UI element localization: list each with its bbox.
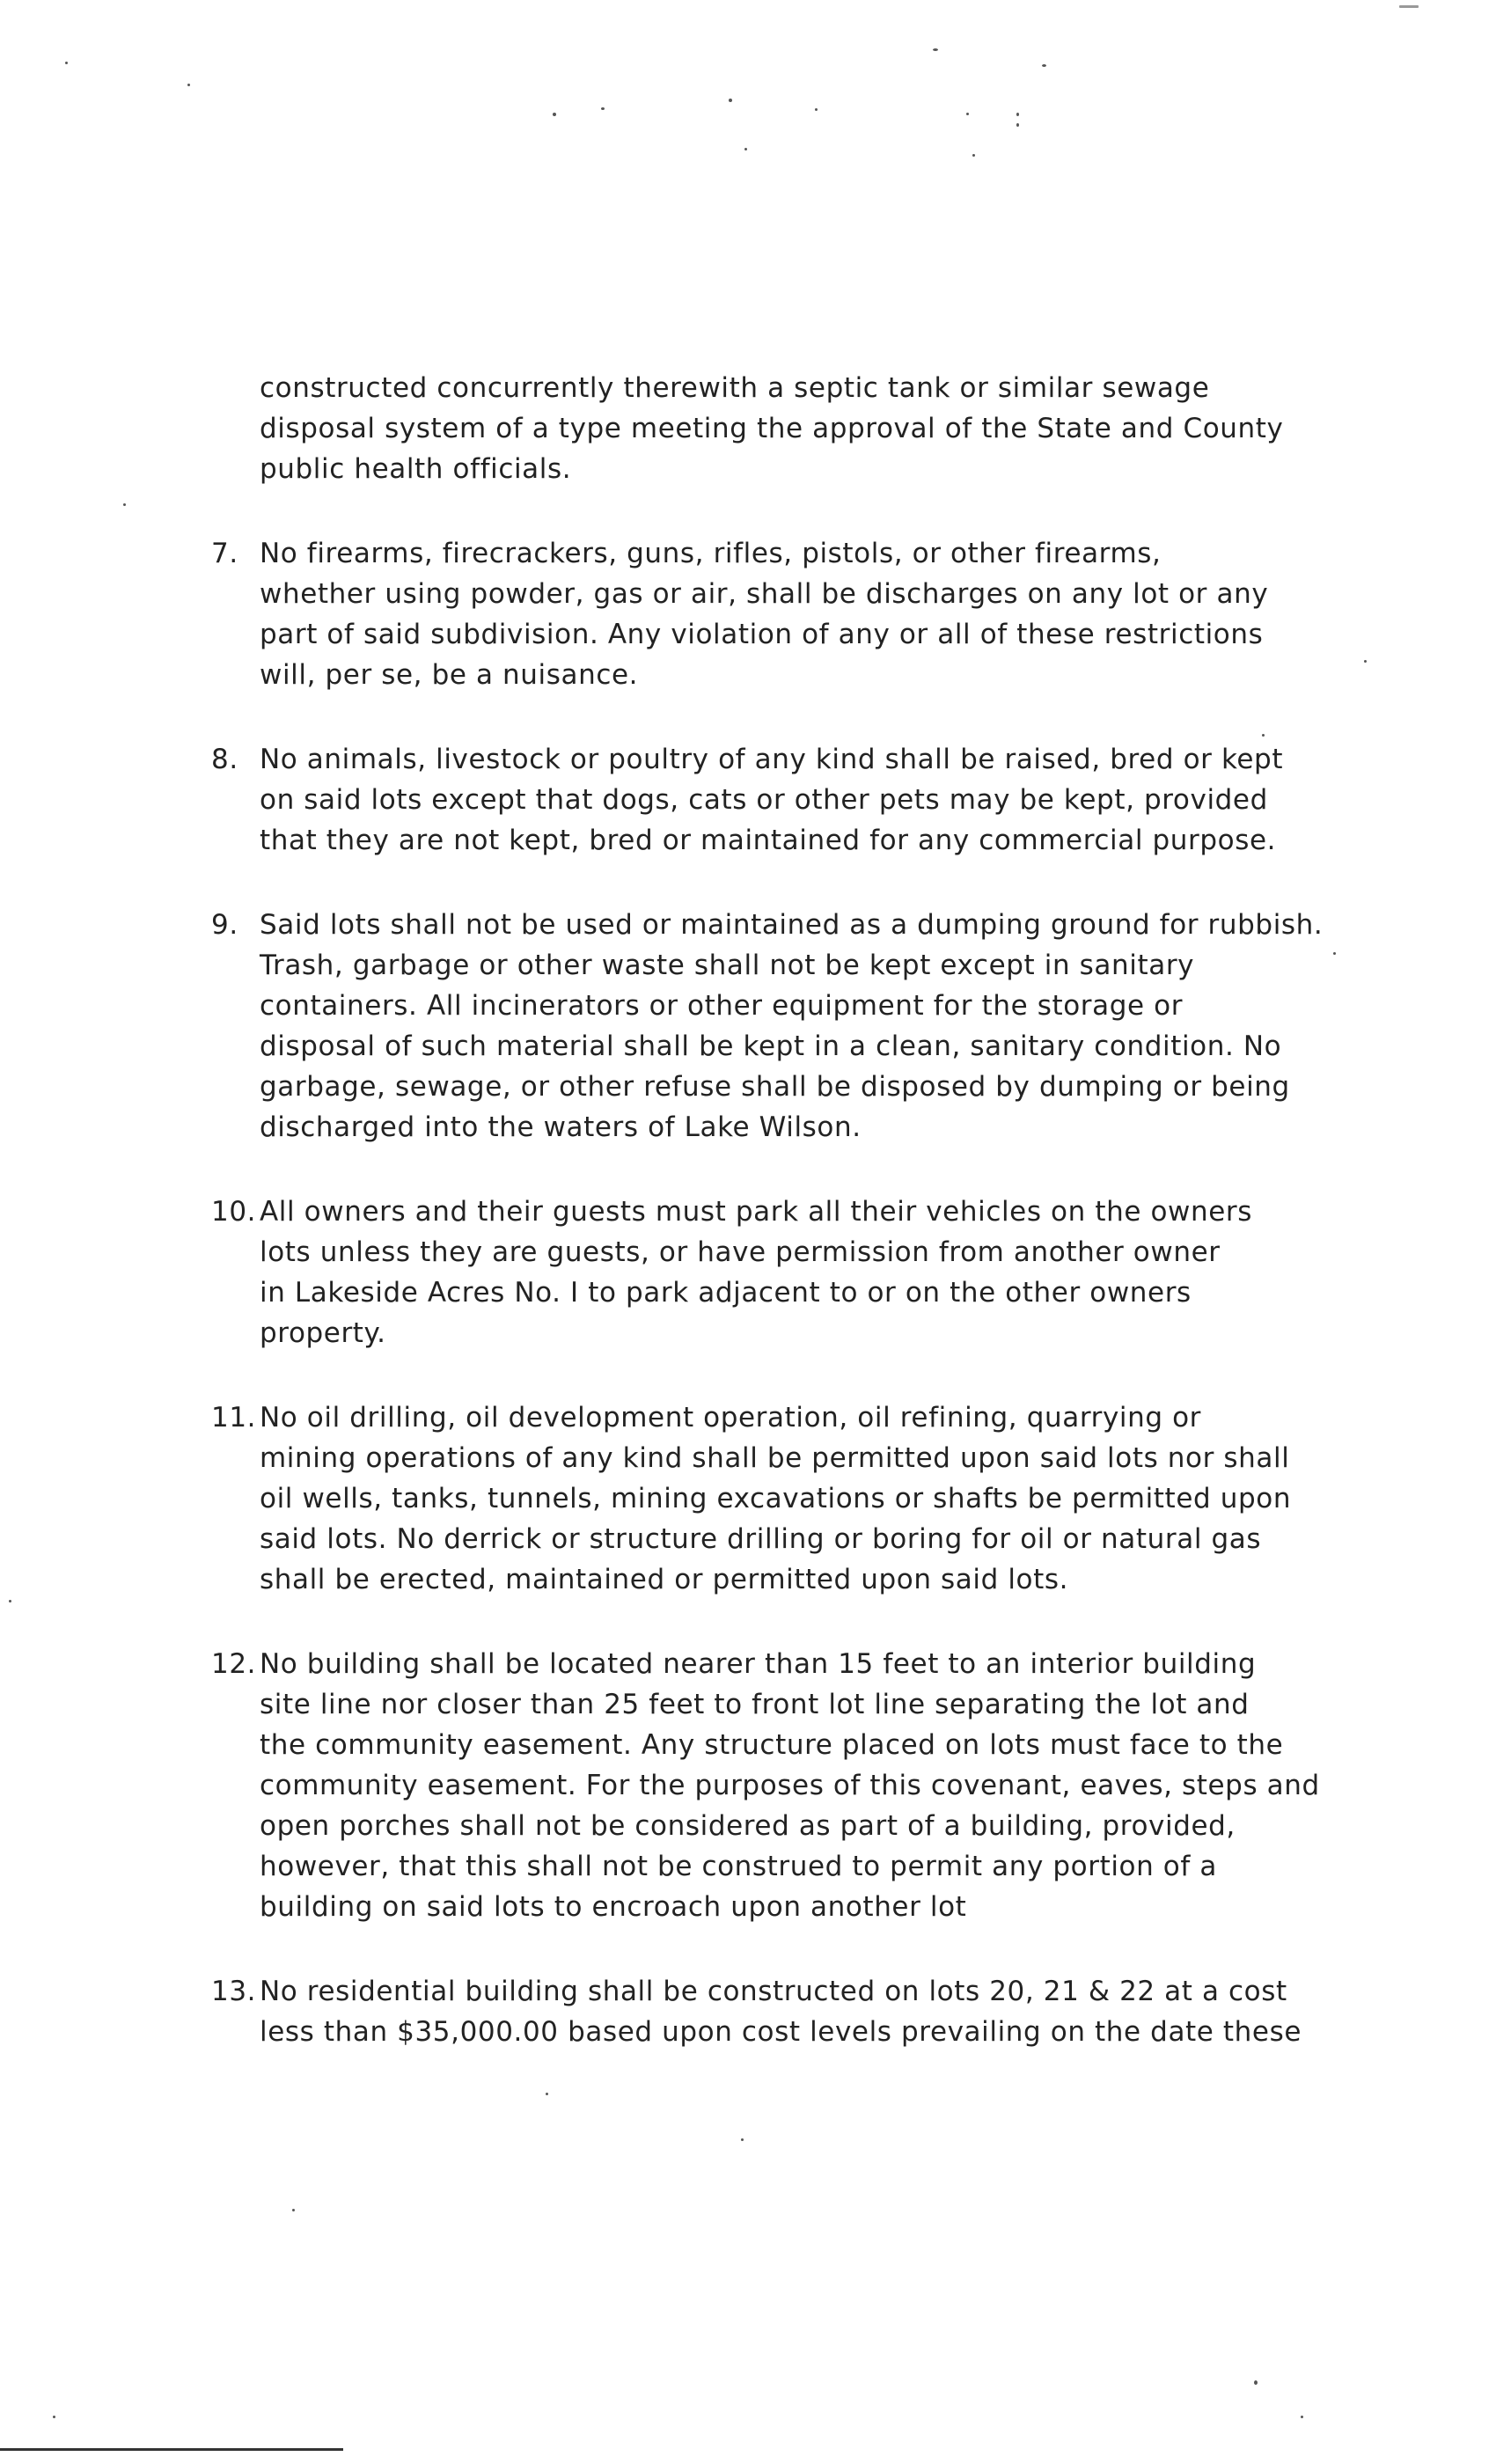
- text-line: public health officials.: [260, 453, 572, 485]
- scan-speck: [1016, 113, 1019, 116]
- text-line: shall be erected, maintained or permitted upon said lots.: [260, 1564, 1069, 1595]
- item-text: [260, 905, 1346, 1148]
- scan-speck: [966, 113, 969, 115]
- text-line: No residential building shall be constructed on lots 20, 21 & 22 at a cost: [260, 1976, 1287, 2007]
- item-number: 10.: [211, 1196, 257, 1228]
- scan-speck: [553, 113, 556, 116]
- covenant-item-12: [211, 1644, 1346, 1927]
- text-line: less than $35,000.00 based upon cost levels prevailing on the date these: [260, 2016, 1302, 2048]
- text-line: containers. All incinerators or other equipment for the storage or: [260, 990, 1184, 1022]
- text-line: that they are not kept, bred or maintained for any commercial purpose.: [260, 825, 1277, 856]
- item-text: [260, 533, 1346, 695]
- text-line: in Lakeside Acres No. I to park adjacent to or on the other owners: [260, 1277, 1192, 1309]
- item-text: [260, 1971, 1346, 2052]
- text-line: lots unless they are guests, or have permission from another owner: [260, 1236, 1221, 1268]
- text-line: site line nor closer than 25 feet to front lot line separating the lot and: [260, 1689, 1250, 1720]
- text-line: said lots. No derrick or structure drilling or boring for oil or natural gas: [260, 1523, 1262, 1555]
- item-text: [260, 1644, 1346, 1927]
- scan-speck: [1364, 660, 1367, 663]
- item-number: 11.: [211, 1402, 257, 1434]
- text-line: Said lots shall not be used or maintained as a dumping ground for rubbish.: [260, 909, 1324, 941]
- scan-speck: [933, 48, 938, 51]
- item-text: [260, 739, 1346, 861]
- text-line: however, that this shall not be construed to permit any portion of a: [260, 1851, 1217, 1882]
- text-line: garbage, sewage, or other refuse shall be disposed by dumping or being: [260, 1071, 1290, 1103]
- text-line: community easement. For the purposes of this covenant, eaves, steps and: [260, 1770, 1320, 1801]
- text-line: will, per se, be a nuisance.: [260, 659, 639, 691]
- scan-speck: [972, 154, 975, 157]
- scan-speck: [729, 99, 732, 102]
- covenant-item-13: [211, 1971, 1346, 2052]
- scan-speck: [292, 2209, 295, 2211]
- scan-speck: [123, 503, 126, 506]
- scan-speck: [1399, 5, 1419, 8]
- covenant-item-7: [211, 533, 1346, 695]
- text-line: open porches shall not be considered as part of a building, provided,: [260, 1810, 1236, 1842]
- text-line: the community easement. Any structure placed on lots must face to the: [260, 1729, 1284, 1761]
- text-line: oil wells, tanks, tunnels, mining excavations or shafts be permitted upon: [260, 1483, 1292, 1514]
- continued-paragraph: [260, 368, 1346, 489]
- scan-speck: [601, 107, 605, 110]
- item-number: 9.: [211, 909, 238, 941]
- text-line: No building shall be located nearer than 15 feet to an interior building: [260, 1648, 1257, 1680]
- covenant-item-9: [211, 905, 1346, 1148]
- text-line: No animals, livestock or poultry of any kind shall be raised, bred or kept: [260, 744, 1284, 775]
- scan-speck: [53, 2416, 55, 2418]
- covenant-item-11: [211, 1397, 1346, 1600]
- scan-speck: [744, 148, 747, 150]
- text-line: mining operations of any kind shall be permitted upon said lots nor shall: [260, 1442, 1290, 1474]
- text-line: building on said lots to encroach upon another lot: [260, 1891, 967, 1923]
- text-line: disposal system of a type meeting the approval of the State and County: [260, 413, 1284, 444]
- item-number: 7.: [211, 538, 238, 569]
- scan-speck: [187, 84, 190, 86]
- text-line: Trash, garbage or other waste shall not be kept except in sanitary: [260, 950, 1195, 981]
- item-number: 12.: [211, 1648, 257, 1680]
- item-text: [260, 1397, 1346, 1600]
- bottom-rule: [0, 2448, 343, 2451]
- item-number: 8.: [211, 744, 238, 775]
- item-number: 13.: [211, 1976, 257, 2007]
- scan-speck: [9, 1600, 11, 1602]
- document-body: [211, 368, 1346, 2096]
- covenant-item-10: [211, 1192, 1346, 1353]
- text-line: property.: [260, 1317, 386, 1349]
- scan-speck: [1254, 2380, 1258, 2385]
- text-line: No oil drilling, oil development operation, oil refining, quarrying or: [260, 1402, 1202, 1434]
- item-text: [260, 1192, 1346, 1353]
- text-line: on said lots except that dogs, cats or other pets may be kept, provided: [260, 784, 1268, 816]
- text-line: No firearms, firecrackers, guns, rifles, pistols, or other firearms,: [260, 538, 1162, 569]
- scan-speck: [1301, 2416, 1303, 2418]
- scan-speck: [741, 2138, 744, 2141]
- scan-speck: [815, 108, 818, 111]
- text-line: constructed concurrently therewith a septic tank or similar sewage: [260, 372, 1210, 404]
- text-line: disposal of such material shall be kept in a clean, sanitary condition. No: [260, 1030, 1282, 1062]
- text-line: part of said subdivision. Any violation of any or all of these restrictions: [260, 619, 1264, 650]
- scan-speck: [65, 62, 68, 64]
- text-line: discharged into the waters of Lake Wilson.: [260, 1111, 862, 1143]
- scan-speck: [1042, 64, 1046, 67]
- text-line: whether using powder, gas or air, shall be discharges on any lot or any: [260, 578, 1269, 610]
- text-line: All owners and their guests must park all their vehicles on the owners: [260, 1196, 1252, 1228]
- scan-speck: [1016, 123, 1019, 127]
- covenant-item-8: [211, 739, 1346, 861]
